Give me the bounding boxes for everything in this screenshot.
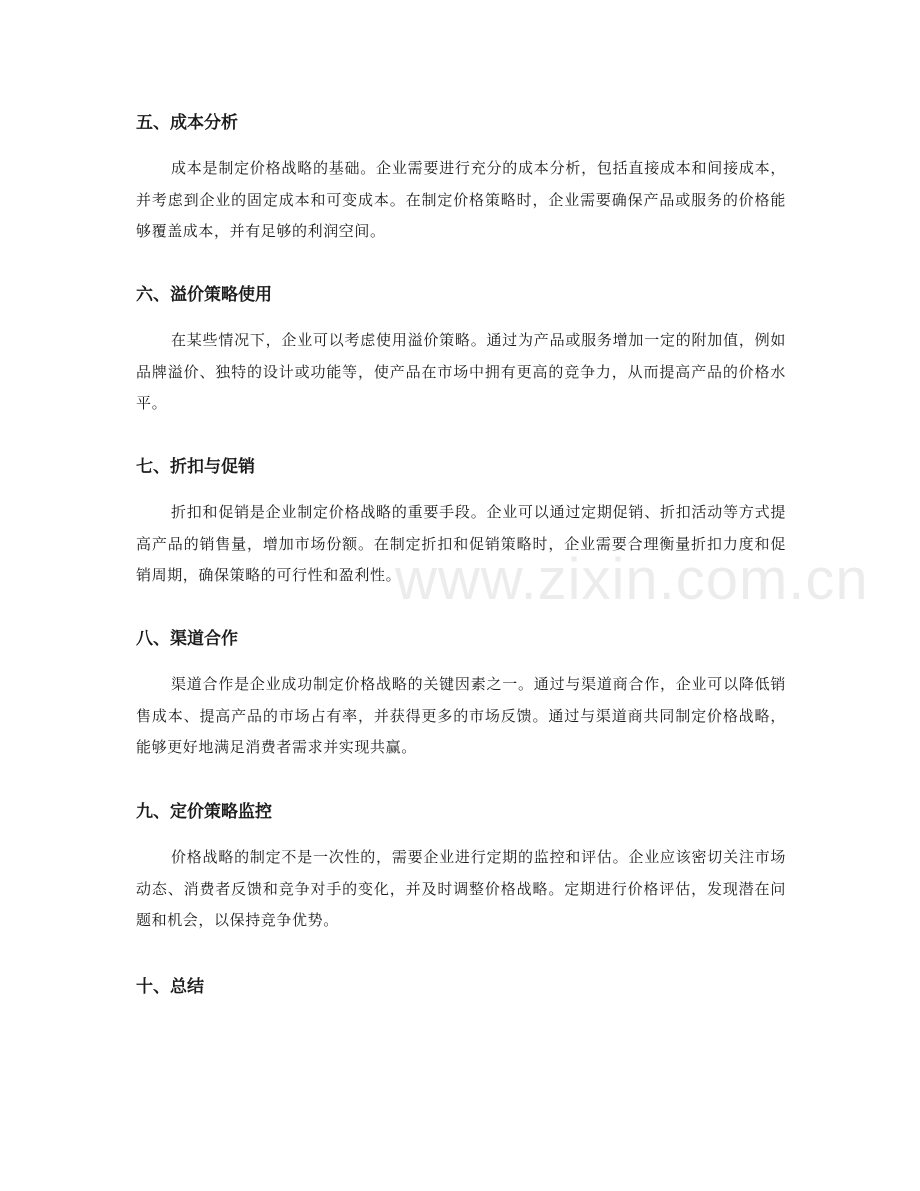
watermark: www.zixin.com.cn <box>395 547 869 612</box>
section-heading: 七、折扣与促销 <box>136 457 255 477</box>
section-paragraph: 在某些情况下，企业可以考虑使用溢价策略。通过为产品或服务增加一定的附加值，例如品牌溢价、独特的设计或功能等，使产品在市场中拥有更高的竞争力，从而提高产品的价格水平。 <box>136 331 786 412</box>
section-paragraph: 成本是制定价格战略的基础。企业需要进行充分的成本分析，包括直接成本和间接成本，并考虑到企业的固定成本和可变成本。在制定价格策略时，企业需要确保产品或服务的价格能够覆盖成本，并有足够的利润空间。 <box>136 159 786 240</box>
section-summary <box>136 975 786 999</box>
section-paragraph: 渠道合作是企业成功制定价格战略的关键因素之一。通过与渠道商合作，企业可以降低销售成本、提高产品的市场占有率，并获得更多的市场反馈。通过与渠道商共同制定价格战略，能够更好地满足消费者需求并实现共赢。 <box>136 675 786 756</box>
section-premium-pricing <box>136 283 786 420</box>
section-heading: 六、溢价策略使用 <box>136 285 272 305</box>
section-heading: 五、成本分析 <box>136 113 238 133</box>
section-paragraph: 折扣和促销是企业制定价格战略的重要手段。企业可以通过定期促销、折扣活动等方式提高产品的销售量，增加市场份额。在制定折扣和促销策略时，企业需要合理衡量折扣力度和促销周期，确保策略的可行性和盈利性。 <box>136 503 786 584</box>
section-pricing-monitoring <box>136 800 786 937</box>
section-paragraph: 价格战略的制定不是一次性的，需要企业进行定期的监控和评估。企业应该密切关注市场动态、消费者反馈和竞争对手的变化，并及时调整价格战略。定期进行价格评估，发现潜在问题和机会，以保持竞争优势。 <box>136 848 786 929</box>
section-heading: 九、定价策略监控 <box>136 802 272 822</box>
section-heading: 十、总结 <box>136 977 204 997</box>
section-channel-cooperation <box>136 627 786 764</box>
section-heading: 八、渠道合作 <box>136 629 238 649</box>
section-cost-analysis <box>136 111 786 248</box>
